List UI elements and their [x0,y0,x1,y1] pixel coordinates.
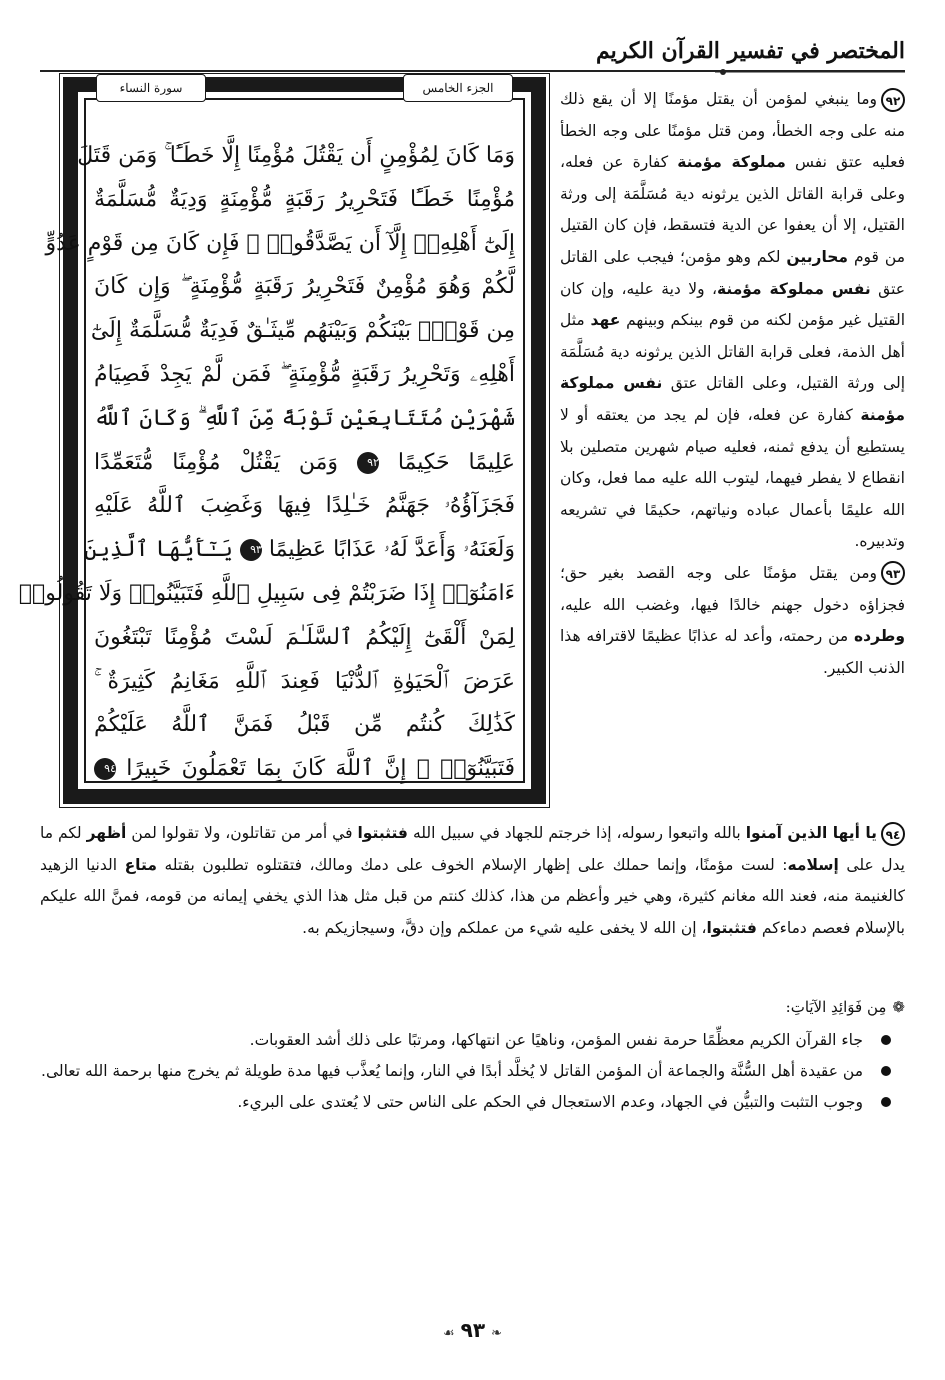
quran-line: مُؤْمِنًا خَطَـًٔا فَتَحْرِيرُ رَقَبَةٍ مُّؤْمِنَةٍ وَدِيَةٌ مُّسَلَّمَةٌ [94,186,515,212]
quran-line: شَهْرَيْنِ مُتَتَابِعَيْنِ تَوْبَةً مِّنَ ٱللَّهِ ۗ وَكَانَ ٱللَّهُ [93,405,515,431]
tafsir-paragraph-92: ٩٢وما ينبغي لمؤمن أن يقتل مؤمنًا إلا أن يقع ذلك منه على وجه الخطأ، ومن قتل مؤمنًا على وجه الخطأ فعليه عتق نفس مملوكة مؤمنة كفارة عن فعله، وعلى قرابة القاتل الذين يرثونه دية مُسَلَّمَة إلى ورثة القتيل، إلا أن يعفوا عن الدية فتسقط، فإن كان القتيل من قوم محاربين لكم وهو مؤمن؛ فيجب على القاتل عتق نفس مملوكة مؤمنة، ولا دية عليه، وإن كان القتيل غير مؤمن لكنه من قوم بينكم وبينهم عهد مثل أهل الذمة، فعلى قرابة القاتل الذين يرثونه دية مُسَلَّمَة إلى ورثة القتيل، وعلى القاتل عتق نفس مملوكة مؤمنة كفارة عن فعله، فإن لم يجد من يعتقه أو لا يستطيع أن يدفع ثمنه، فعليه صيام شهرين متصلين بلا انقطاع لا يفطر فيهما، ليتوب الله عليه مما فعل، وكان الله عليمًا بأعمال عباده ونياتهم، حكيمًا في تشريعه وتدبيره. [560,84,905,558]
list-item: وجوب التثبت والتبيُّن في الجهاد، وعدم الاستعجال في الحكم على الناس حتى لا يُعتدى على البريء. [40,1087,891,1118]
verse-badge-92: ٩٢ [881,88,905,112]
verse-badge-93: ٩٣ [881,561,905,585]
quran-line: لِمَنْ أَلْقَىٰٓ إِلَيْكُمُ ٱلسَّلَـٰمَ لَسْتَ مُؤْمِنًا تَبْتَغُونَ [94,624,515,650]
verse-number-94: ٩٤ [94,758,116,780]
tafsir-paragraph-93: ٩٣ومن يقتل مؤمنًا على وجه القصد بغير حق؛ فجزاؤه دخول جهنم خالدًا فيها، وغضب الله عليه، وطرده من رحمته، وأعد له عذابًا عظيمًا لاقترافه هذا الذنب الكبير. [560,558,905,684]
quran-line: فَجَزَآؤُهُۥ جَهَنَّمُ خَـٰلِدًا فِيهَا وَغَضِبَ ٱللَّهُ عَلَيْهِ [94,493,515,519]
surah-label: سورة النساء [96,74,206,102]
quran-line: إِلَىٰٓ أَهْلِهِۦٓ إِلَّآ أَن يَصَّدَّقُوا۟ ۚ فَإِن كَانَ مِن قَوْمٍ عَدُوٍّ [45,230,515,256]
page-header [40,20,905,72]
tafsir-column [560,84,905,684]
header-ornament-icon [715,65,905,79]
quran-line: وَمَا كَانَ لِمُؤْمِنٍ أَن يَقْتُلَ مُؤْمِنًا إِلَّا خَطَـًٔا ۚ وَمَن قَتَلَ [77,143,515,168]
quran-line: مِن قَوْمٍۭ بَيْنَكُمْ وَبَيْنَهُم مِّيثَـٰقٌ فَدِيَةٌ مُّسَلَّمَةٌ إِلَىٰٓ [90,318,515,344]
list-item: جاء القرآن الكريم معظِّمًا حرمة نفس المؤمن، وناهيًا عن انتهاكها، ومرتبًا على ذلك أشد العقوبات. [40,1025,891,1056]
mushaf-frame [18,77,546,804]
book-title: المختصر في تفسير القرآن الكريم [596,38,905,64]
ornament-right-icon: ❧ [491,1326,502,1341]
bullet-icon [881,1035,891,1045]
quran-line: كَذَٰلِكَ كُنتُم مِّن قَبْلُ فَمَنَّ ٱللَّهُ عَلَيْكُمْ [94,712,515,738]
benefits-list [40,1025,905,1118]
quran-line: لَّكُمْ وَهُوَ مُؤْمِنٌ فَتَحْرِيرُ رَقَبَةٍ مُّؤْمِنَةٍ ۖ وَإِن كَانَ [94,274,515,300]
quran-line: ءَامَنُوٓا۟ إِذَا ضَرَبْتُمْ فِى سَبِيلِ ٱللَّهِ فَتَبَيَّنُوا۟ وَلَا تَقُولُوا۟ [18,580,515,606]
quran-line: وَلَعَنَهُۥ وَأَعَدَّ لَهُۥ عَذَابًا عَظِيمًا ٩٣ يَـٰٓأَيُّهَا ٱلَّذِينَ [84,537,515,563]
juz-label: الجزء الخامس [403,74,513,102]
flower-icon: ❁ [892,998,905,1016]
benefits-section [40,992,905,1118]
mushaf-text-area [18,81,525,783]
ornament-left-icon: ☙ [443,1326,455,1341]
bullet-icon [881,1066,891,1076]
quran-line: أَهْلِهِۦ وَتَحْرِيرُ رَقَبَةٍ مُّؤْمِنَةٍ ۖ فَمَن لَّمْ يَجِدْ فَصِيَامُ [94,361,515,387]
benefits-heading: ❁مِن فَوَائِدِ الآيَاتِ: [785,998,905,1016]
tafsir-paragraph-94: ٩٤يا أيها الذين آمنوا بالله واتبعوا رسوله، إذا خرجتم للجهاد في سبيل الله فتثبتوا في أمر من تقاتلون، ولا تقولوا لمن أظهر لكم ما يدل على إسلامه: لست مؤمنًا، وإنما حملك على إظهار الإسلام الخوف على دمك ومالك، فتقتلوه تطلبون بقتله متاع الدنيا الزهيد كالغنيمة منه، فعند الله مغانم كثيرة، وهي خير وأعظم من هذا، كذلك كنتم من قبل مثل هذا الذي يخفي إيمانه من قومه، فمنَّ الله عليكم بالإسلام فعصم دماءكم فتثبتوا، إن الله لا يخفى عليه شيء من عملكم وإن دقَّ، وسيجازيكم به. [40,818,905,944]
quran-line: فَتَبَيَّنُوٓا۟ ۚ إِنَّ ٱللَّهَ كَانَ بِمَا تَعْمَلُونَ خَبِيرًا ٩٤ [94,747,515,791]
quran-line: عَرَضَ ٱلْحَيَوٰةِ ٱلدُّنْيَا فَعِندَ ٱللَّهِ مَغَانِمُ كَثِيرَةٌ ۚ [94,668,515,694]
verse-number-93: ٩٣ [240,539,262,561]
verse-number-92: ٩٢ [357,452,379,474]
list-item: من عقيدة أهل السُّنَّة والجماعة أن المؤمن القاتل لا يُخلَّد أبدًا في النار، وإنما يُعذَّب فيها مدة طويلة ثم يخرج منها برحمة الله تعالى. [40,1056,891,1087]
verse-badge-94: ٩٤ [881,822,905,846]
page-number: ❧٩٣☙ [443,1318,502,1342]
quran-line: عَلِيمًا حَكِيمًا ٩٢ وَمَن يَقْتُلْ مُؤْمِنًا مُّتَعَمِّدًا [94,449,515,475]
bullet-icon [881,1097,891,1107]
